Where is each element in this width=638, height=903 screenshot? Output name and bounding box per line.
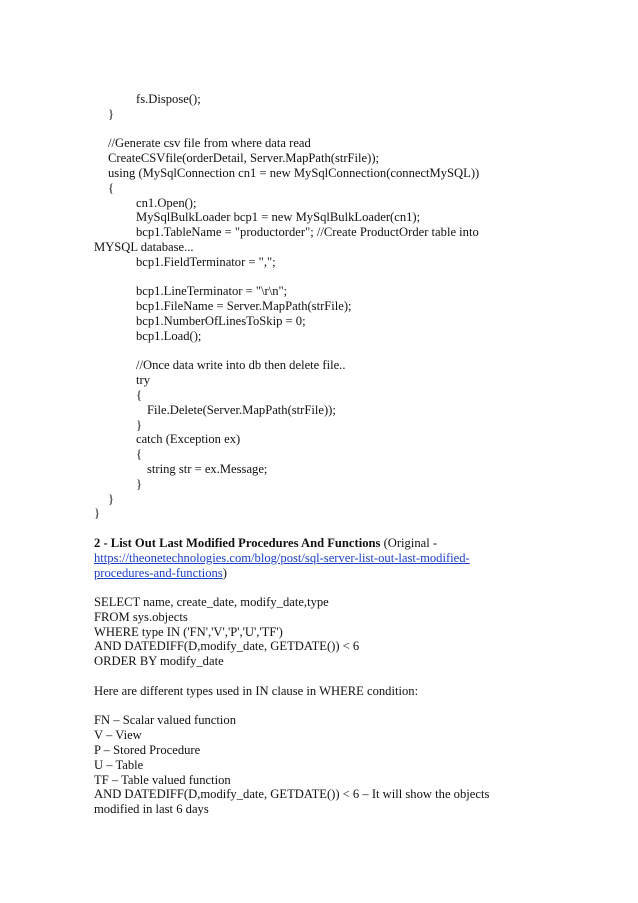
- code-line: MYSQL database...: [94, 239, 194, 254]
- original-label: (Original -: [380, 535, 441, 550]
- section-title: 2 - List Out Last Modified Procedures And Functions: [94, 535, 381, 550]
- source-link-part2[interactable]: procedures-and-functions: [94, 565, 223, 580]
- code-line: bcp1.FieldTerminator = ",";: [136, 254, 276, 269]
- code-line: bcp1.NumberOfLinesToSkip = 0;: [136, 313, 306, 328]
- code-line: //Once data write into db then delete file..: [136, 358, 346, 373]
- sql-line: SELECT name, create_date, modify_date,type: [94, 595, 329, 610]
- code-line: {: [136, 387, 143, 402]
- code-line: try: [136, 373, 150, 388]
- code-line: File.Delete(Server.MapPath(strFile));: [147, 402, 336, 417]
- code-line: CreateCSVfile(orderDetail, Server.MapPath(strFile));: [108, 151, 380, 166]
- type-item: V – View: [94, 728, 142, 743]
- code-line: //Generate csv file from where data read: [108, 136, 311, 151]
- code-line: bcp1.FileName = Server.MapPath(strFile);: [136, 299, 352, 314]
- types-list: [94, 713, 554, 817]
- code-line: }: [108, 491, 115, 506]
- closing-paren: ): [222, 565, 227, 580]
- sql-line: WHERE type IN ('FN','V','P','U','TF'): [94, 624, 283, 639]
- sql-query: [94, 595, 554, 669]
- code-line: {: [108, 180, 115, 195]
- document-content: [94, 92, 554, 817]
- type-item: modified in last 6 days: [94, 802, 209, 817]
- code-line: string str = ex.Message;: [147, 461, 268, 476]
- code-line: cn1.Open();: [136, 195, 197, 210]
- code-line: }: [136, 417, 143, 432]
- code-line: bcp1.LineTerminator = "\r\n";: [136, 284, 288, 299]
- type-item: TF – Table valued function: [94, 772, 231, 787]
- code-line: using (MySqlConnection cn1 = new MySqlConnection(connectMySQL)): [108, 165, 480, 180]
- code-line: bcp1.TableName = "productorder"; //Create ProductOrder table into: [136, 225, 479, 240]
- type-item: P – Stored Procedure: [94, 743, 201, 758]
- code-line: fs.Dispose();: [136, 92, 201, 106]
- code-line: }: [136, 476, 143, 491]
- sql-line: ORDER BY modify_date: [94, 654, 224, 669]
- sql-line: FROM sys.objects: [94, 609, 188, 624]
- code-line: }: [108, 106, 115, 121]
- type-item: U – Table: [94, 757, 144, 772]
- types-intro: Here are different types used in IN clause in WHERE condition:: [94, 683, 419, 698]
- code-line: MySqlBulkLoader bcp1 = new MySqlBulkLoader(cn1);: [136, 210, 421, 225]
- code-line: catch (Exception ex): [136, 432, 241, 447]
- source-link-part1[interactable]: https://theonetechnologies.com/blog/post/sql-server-list-out-last-modified-: [94, 550, 470, 565]
- code-snippet: [94, 92, 554, 521]
- code-line: bcp1.Load();: [136, 328, 202, 343]
- section-heading: [94, 536, 554, 580]
- code-line: }: [94, 506, 101, 521]
- type-item: AND DATEDIFF(D,modify_date, GETDATE()) < 6 – It will show the objects: [94, 787, 490, 802]
- code-line: {: [136, 447, 143, 462]
- sql-line: AND DATEDIFF(D,modify_date, GETDATE()) < 6: [94, 639, 360, 654]
- type-item: FN – Scalar valued function: [94, 713, 236, 728]
